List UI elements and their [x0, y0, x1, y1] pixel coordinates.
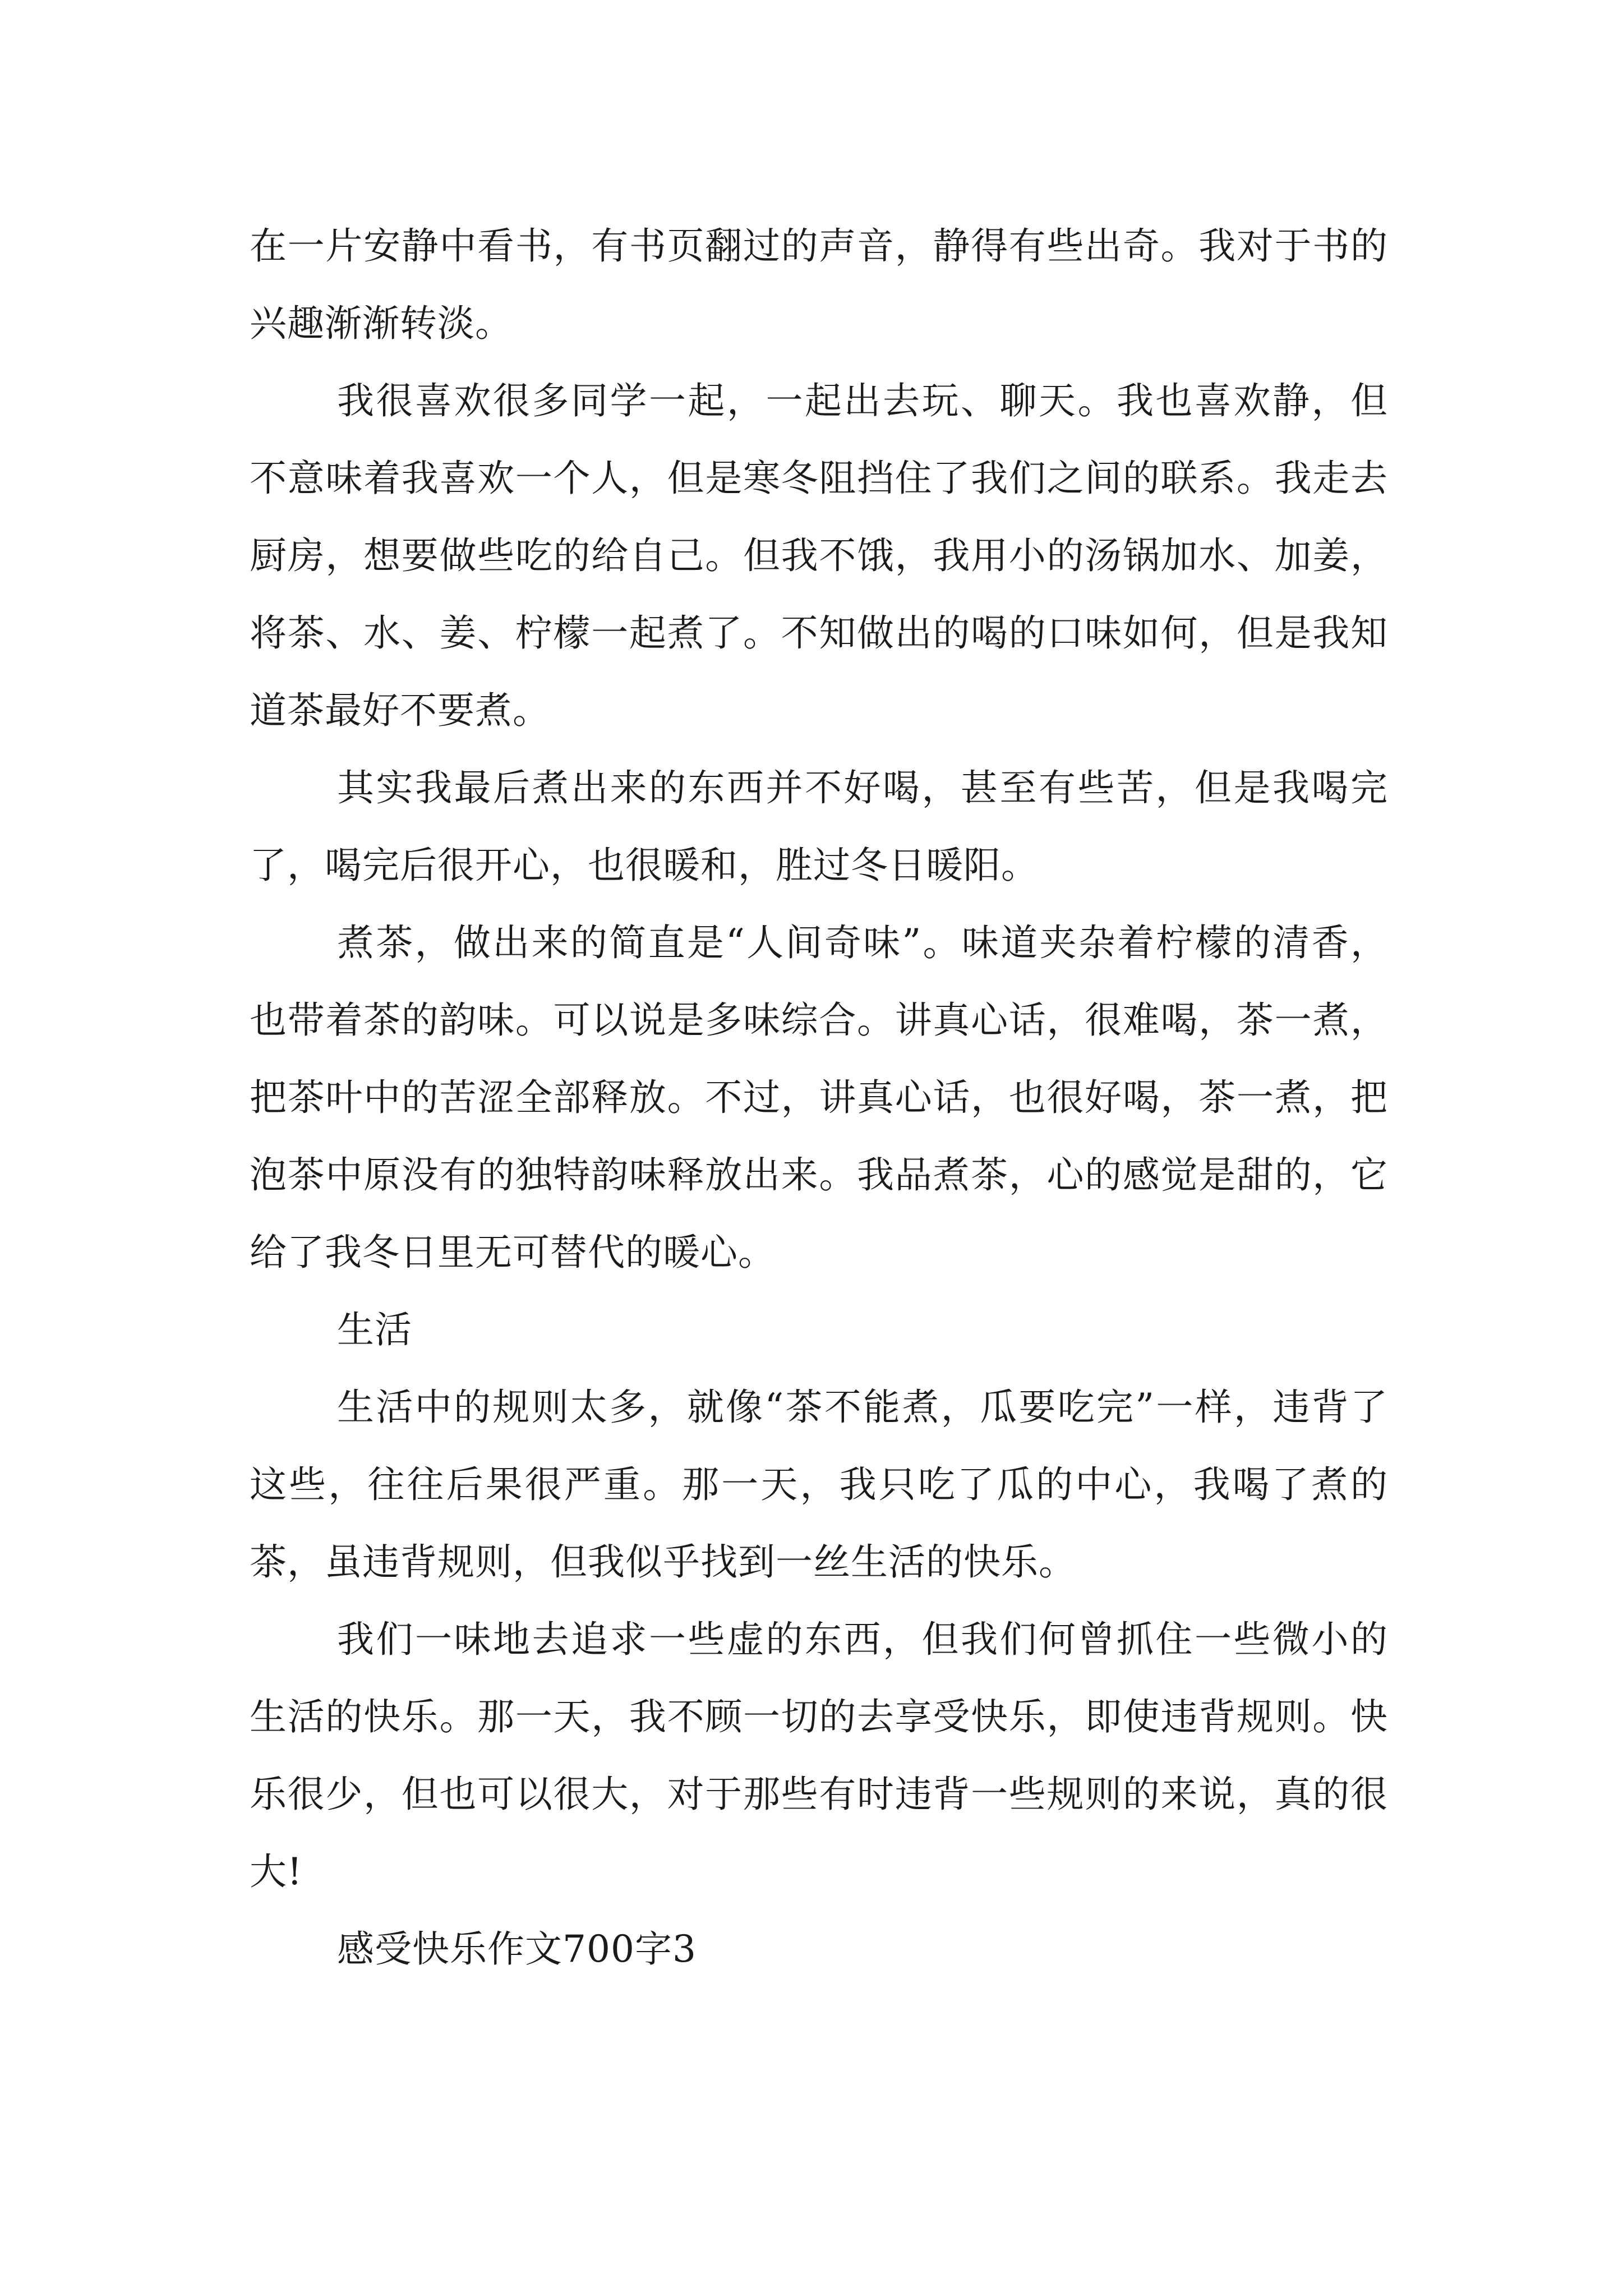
paragraph: 在一片安静中看书，有书页翻过的声音，静得有些出奇。我对于书的兴趣渐渐转淡。 — [250, 224, 1388, 345]
section-heading: 生活 — [337, 1308, 412, 1351]
paragraph: 我们一味地去追求一些虚的东西，但我们何曾抓住一些微小的生活的快乐。那一天，我不顾一切的去享受快乐，即使违背规则。快乐很少，但也可以很大，对于那些有时违背一些规则的来说，真的很大! — [250, 1618, 1388, 1893]
document-body — [250, 208, 1388, 1988]
paragraph: 其实我最后煮出来的东西并不好喝，甚至有些苦，但是我喝完了，喝完后很开心，也很暖和，胜过冬日暖阳。 — [250, 766, 1388, 887]
paragraph: 我很喜欢很多同学一起，一起出去玩、聊天。我也喜欢静，但不意味着我喜欢一个人，但是寒冬阻挡住了我们之间的联系。我走去厨房，想要做些吃的给自己。但我不饿，我用小的汤锅加水、加姜，将茶、水、姜、柠檬一起煮了。不知做出的喝的口味如何，但是我知道茶最好不要煮。 — [250, 379, 1388, 732]
essay-title: 感受快乐作文700字3 — [337, 1927, 697, 1971]
paragraph: 生活中的规则太多，就像“茶不能煮，瓜要吃完”一样，违背了这些，往往后果很严重。那一天，我只吃了瓜的中心，我喝了煮的茶，虽违背规则，但我似乎找到一丝生活的快乐。 — [250, 1386, 1388, 1584]
paragraph: 煮茶，做出来的简直是“人间奇味”。味道夹杂着柠檬的清香，也带着茶的韵味。可以说是多味综合。讲真心话，很难喝，茶一煮，把茶叶中的苦涩全部释放。不过，讲真心话，也很好喝，茶一煮，把泡茶中原没有的独特韵味释放出来。我品煮茶，心的感觉是甜的，它给了我冬日里无可替代的暖心。 — [250, 921, 1388, 1274]
